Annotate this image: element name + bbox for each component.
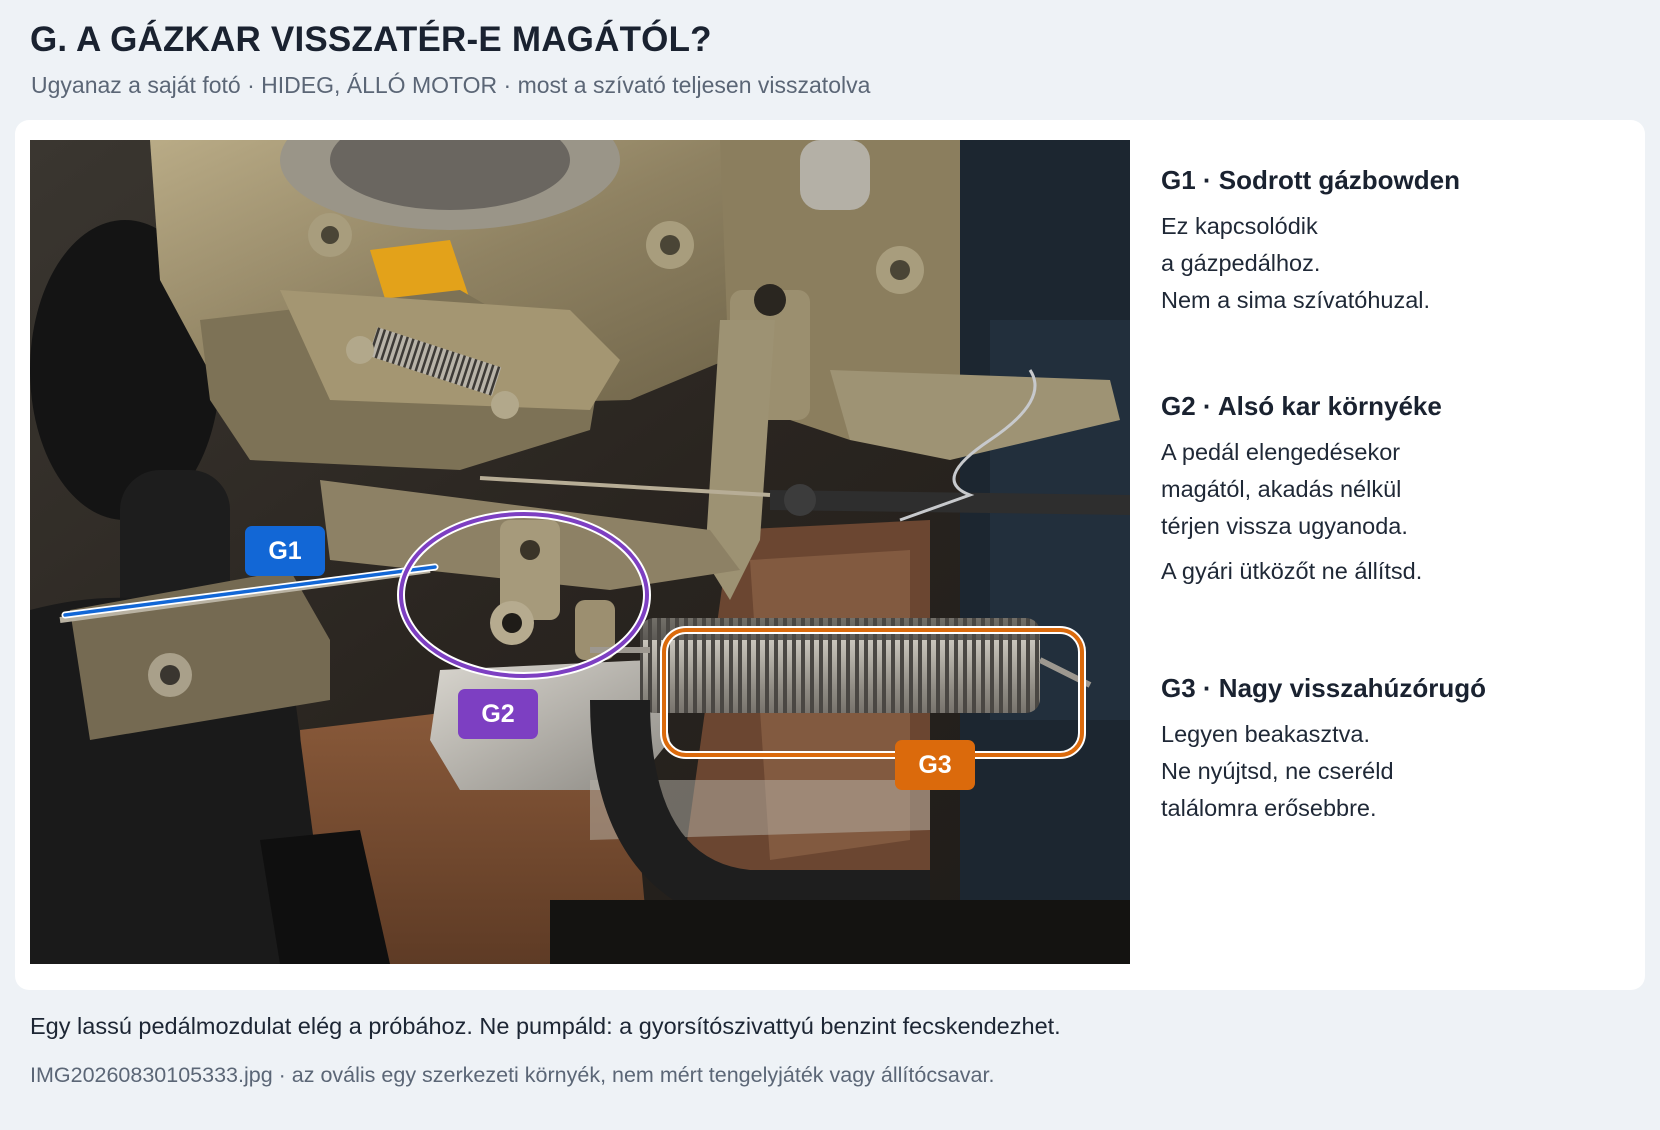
footer-caption: IMG20260830105333.jpg · az ovális egy szerkezeti környék, nem mért tengelyjáték vagy állítócsavar. — [30, 1063, 995, 1087]
page-subtitle: Ugyanaz a saját fotó · HIDEG, ÁLLÓ MOTOR · most a szívató teljesen visszatolva — [31, 72, 871, 98]
note-line: találomra erősebbre. — [1161, 795, 1377, 821]
note-line: Ne nyújtsd, ne cseréld — [1161, 758, 1394, 784]
note-title: G2 · Alsó kar környéke — [1161, 391, 1442, 421]
page-title: G. A GÁZKAR VISSZATÉR-E MAGÁTÓL? — [30, 20, 712, 59]
marker-g2-badge: G2 — [458, 689, 538, 739]
footer-instruction: Egy lassú pedálmozdulat elég a próbához. Ne pumpáld: a gyorsítószivattyú benzint fecskendezhet. — [30, 1013, 1061, 1039]
note-g1 — [1161, 165, 1621, 319]
marker-g3-badge: G3 — [895, 740, 975, 790]
note-line: Ez kapcsolódik — [1161, 213, 1318, 239]
note-line: térjen vissza ugyanoda. — [1161, 513, 1408, 539]
note-line: A pedál elengedésekor — [1161, 439, 1401, 465]
note-g3 — [1161, 673, 1621, 827]
note-line: Legyen beakasztva. — [1161, 721, 1371, 747]
note-g2 — [1161, 391, 1621, 590]
note-line: a gázpedálhoz. — [1161, 250, 1321, 276]
marker-g1-badge: G1 — [245, 526, 325, 576]
note-title: G1 · Sodrott gázbowden — [1161, 165, 1460, 195]
content-card — [15, 120, 1645, 990]
note-line: magától, akadás nélkül — [1161, 476, 1402, 502]
note-warning: A gyári ütközőt ne állítsd. — [1161, 558, 1423, 584]
note-line: Nem a sima szívatóhuzal. — [1161, 287, 1431, 313]
note-title: G3 · Nagy visszahúzórugó — [1161, 673, 1487, 703]
carburetor-photo-illustration — [30, 140, 1130, 964]
engine-photo — [30, 140, 1130, 964]
